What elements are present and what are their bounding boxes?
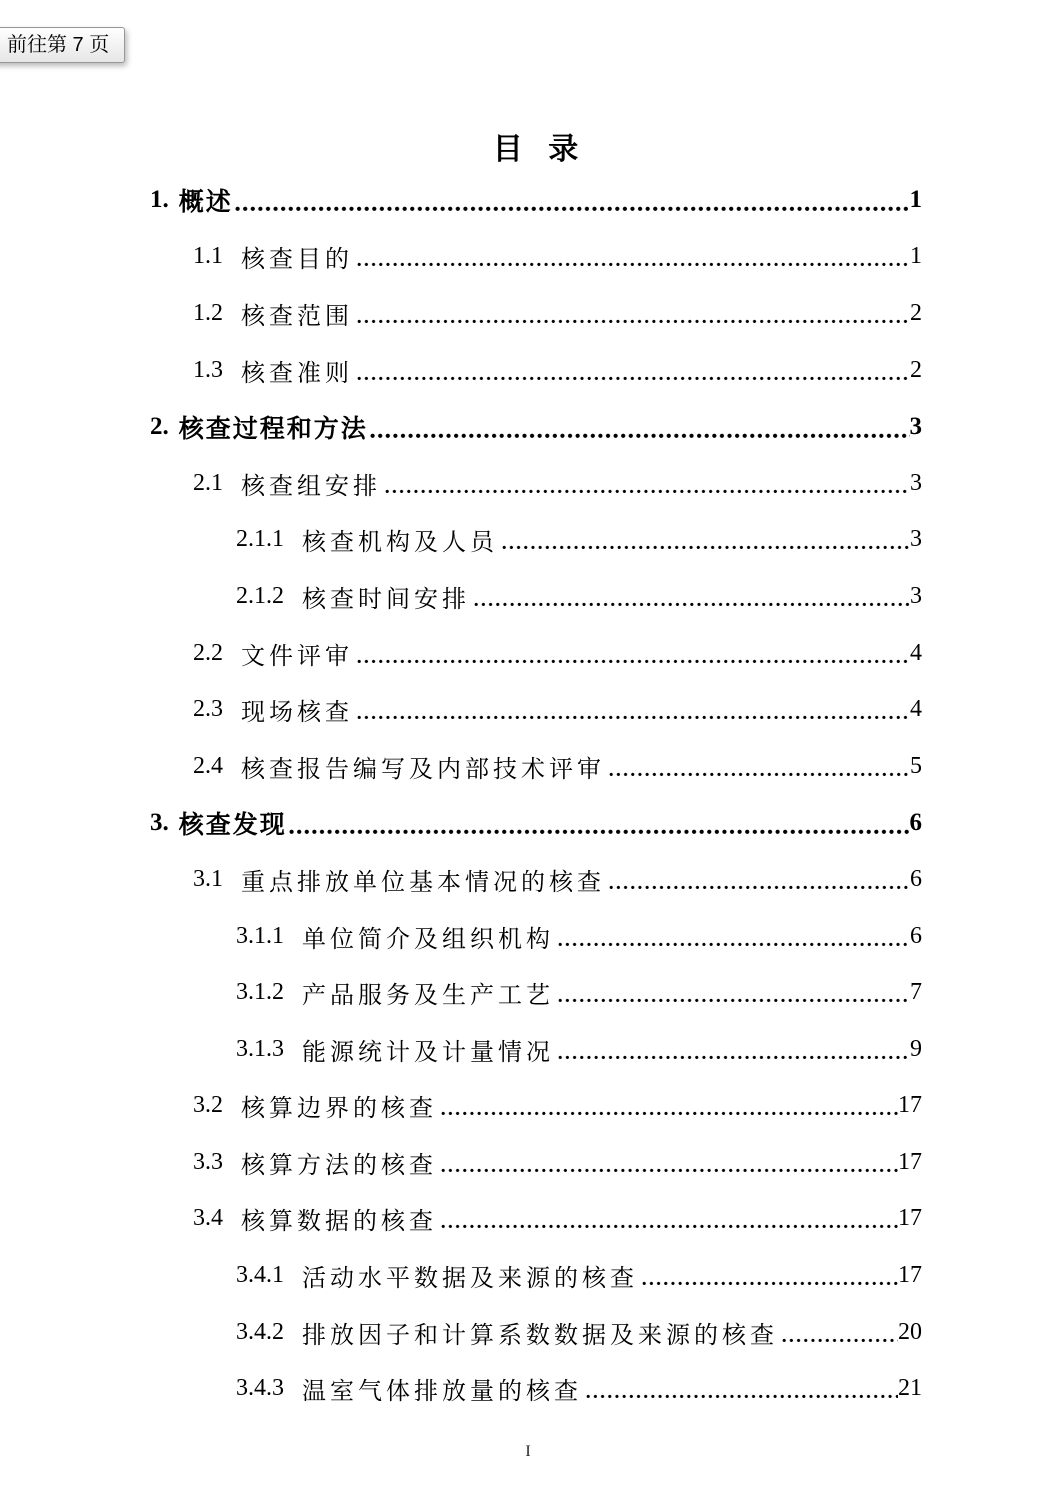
toc-leader-dots <box>357 262 910 267</box>
toc-entry-label: 核查发现 <box>178 811 287 839</box>
toc-leader-dots <box>441 1111 898 1116</box>
toc-entry-label: 概述 <box>178 189 233 217</box>
toc-entry[interactable] <box>150 455 922 512</box>
toc-entry[interactable] <box>150 1360 922 1417</box>
toc-entry-page: 17 <box>898 1205 922 1232</box>
toc-entry-number: 2.1.1 <box>236 526 284 553</box>
toc-entry-label: 核查目的 <box>241 247 353 274</box>
toc-entry[interactable] <box>150 398 922 455</box>
toc-leader-dots <box>441 1224 898 1229</box>
toc-entry-page: 7 <box>910 979 922 1006</box>
toc-entry-number: 3.1.3 <box>236 1035 284 1062</box>
toc-entry[interactable] <box>150 1021 922 1078</box>
toc-entry-page: 3 <box>910 582 922 609</box>
toc-entry-page: 3 <box>910 526 922 553</box>
toc-entry-number: 3.1.1 <box>236 922 284 949</box>
toc-entry-number: 3.2 <box>193 1092 223 1119</box>
toc-entry-label: 核查时间安排 <box>302 586 470 613</box>
toc-entry-page: 20 <box>898 1318 922 1345</box>
toc-entry-label: 能源统计及计量情况 <box>302 1039 554 1066</box>
toc-leader-dots <box>502 545 910 550</box>
toc-entry-page: 2 <box>910 299 922 326</box>
toc-title: 目 录 <box>492 133 581 166</box>
toc-entry[interactable] <box>150 738 922 795</box>
toc-entry-number: 3.4.1 <box>236 1262 284 1289</box>
toc-entry-label: 核算方法的核查 <box>241 1152 437 1179</box>
toc-entry[interactable] <box>150 964 922 1021</box>
toc-entry-number: 3.1 <box>193 865 223 892</box>
toc-entry-page: 6 <box>910 865 922 892</box>
toc-entry[interactable] <box>150 625 922 682</box>
toc-entry-label: 核查范围 <box>241 303 353 330</box>
toc-leader-dots <box>357 659 910 664</box>
toc-list <box>150 172 922 1417</box>
toc-leader-dots <box>441 1168 898 1173</box>
toc-entry-number: 3.4 <box>193 1205 223 1232</box>
toc-leader-dots <box>558 998 910 1003</box>
goto-page-tooltip-text: 前往第 7 页 <box>7 34 110 56</box>
toc-entry-number: 3. <box>150 808 169 836</box>
toc-entry-page: 17 <box>898 1262 922 1289</box>
toc-entry-page: 4 <box>910 639 922 666</box>
toc-entry-page: 17 <box>898 1148 922 1175</box>
toc-entry-number: 2.1 <box>193 469 223 496</box>
toc-entry-number: 2.1.2 <box>236 582 284 609</box>
toc-entry-page: 3 <box>909 412 922 440</box>
toc-leader-dots <box>357 376 910 381</box>
toc-entry[interactable] <box>150 342 922 399</box>
toc-entry-page: 17 <box>898 1092 922 1119</box>
toc-entry[interactable] <box>150 1134 922 1191</box>
toc-entry-page: 3 <box>910 469 922 496</box>
toc-entry-label: 产品服务及生产工艺 <box>302 983 554 1010</box>
toc-entry[interactable] <box>150 1247 922 1304</box>
toc-entry-page: 2 <box>910 356 922 383</box>
toc-leader-dots <box>289 829 910 835</box>
toc-entry-label: 活动水平数据及来源的核查 <box>302 1266 638 1293</box>
toc-entry-label: 核算边界的核查 <box>241 1096 437 1123</box>
toc-entry-page: 6 <box>909 808 922 836</box>
toc-entry-label: 核查准则 <box>241 360 353 387</box>
toc-entry[interactable] <box>150 285 922 342</box>
toc-entry-number: 2.2 <box>193 639 223 666</box>
toc-leader-dots <box>385 489 910 494</box>
toc-entry[interactable] <box>150 851 922 908</box>
toc-entry-label: 现场核查 <box>241 700 353 727</box>
toc-leader-dots <box>558 1055 910 1060</box>
toc-leader-dots <box>558 942 910 947</box>
toc-entry-label: 核算数据的核查 <box>241 1209 437 1236</box>
toc-entry[interactable] <box>150 795 922 852</box>
toc-leader-dots <box>609 885 910 890</box>
toc-entry-number: 3.4.2 <box>236 1318 284 1345</box>
toc-entry[interactable] <box>150 1078 922 1135</box>
toc-entry[interactable] <box>150 229 922 286</box>
toc-entry-number: 1. <box>150 186 169 214</box>
page-number-footer: I <box>525 1443 531 1461</box>
toc-leader-dots <box>235 206 910 212</box>
toc-leader-dots <box>357 319 910 324</box>
toc-entry-label: 核查过程和方法 <box>178 415 368 443</box>
toc-entry-page: 1 <box>909 186 922 214</box>
toc-entry-label: 文件评审 <box>241 643 353 670</box>
toc-entry[interactable] <box>150 1304 922 1361</box>
toc-leader-dots <box>357 715 910 720</box>
toc-leader-dots <box>474 602 910 607</box>
toc-entry-page: 6 <box>910 922 922 949</box>
toc-entry-page: 21 <box>898 1375 922 1402</box>
toc-entry-label: 重点排放单位基本情况的核查 <box>241 869 605 896</box>
toc-entry-page: 9 <box>910 1035 922 1062</box>
toc-entry-number: 2. <box>150 412 169 440</box>
toc-entry-label: 排放因子和计算系数数据及来源的核查 <box>302 1322 778 1349</box>
toc-entry[interactable] <box>150 908 922 965</box>
toc-entry-number: 3.4.3 <box>236 1375 284 1402</box>
toc-entry-number: 3.1.2 <box>236 979 284 1006</box>
toc-leader-dots <box>586 1394 898 1399</box>
toc-entry-number: 1.2 <box>193 299 223 326</box>
toc-entry-number: 2.3 <box>193 696 223 723</box>
toc-entry-label: 核查机构及人员 <box>302 530 498 557</box>
toc-entry[interactable] <box>150 512 922 569</box>
toc-entry-number: 1.3 <box>193 356 223 383</box>
toc-leader-dots <box>642 1281 898 1286</box>
toc-leader-dots <box>609 772 910 777</box>
toc-entry-page: 4 <box>910 696 922 723</box>
toc-leader-dots <box>370 433 910 439</box>
toc-entry-label: 温室气体排放量的核查 <box>302 1379 582 1406</box>
toc-entry[interactable] <box>150 1191 922 1248</box>
toc-leader-dots <box>782 1338 898 1343</box>
toc-entry-page: 5 <box>910 752 922 779</box>
toc-entry-number: 1.1 <box>193 243 223 270</box>
toc-entry[interactable] <box>150 172 922 229</box>
toc-entry-page: 1 <box>910 243 922 270</box>
toc-entry-number: 3.3 <box>193 1148 223 1175</box>
toc-entry-label: 核查报告编写及内部技术评审 <box>241 756 605 783</box>
goto-page-tooltip <box>0 27 125 63</box>
toc-entry[interactable] <box>150 568 922 625</box>
toc-entry[interactable] <box>150 681 922 738</box>
toc-entry-number: 2.4 <box>193 752 223 779</box>
toc-entry-label: 单位简介及组织机构 <box>302 926 554 953</box>
toc-entry-label: 核查组安排 <box>241 473 381 500</box>
